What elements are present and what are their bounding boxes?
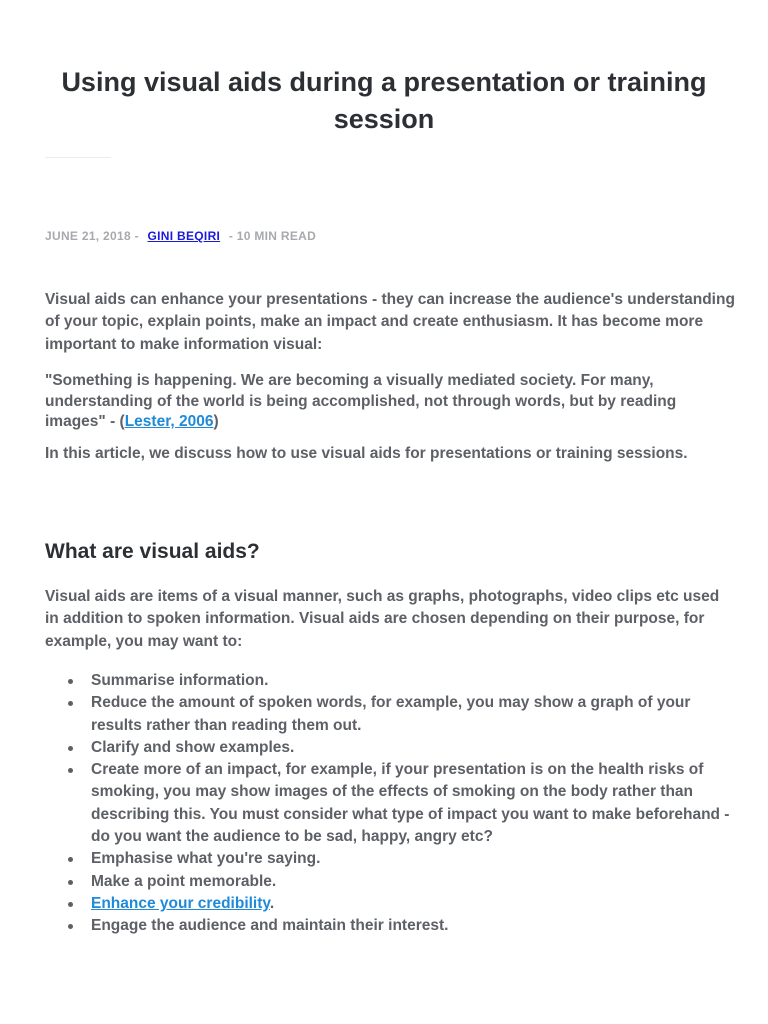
credibility-link[interactable]: Enhance your credibility: [91, 894, 270, 912]
quote-close: ): [213, 413, 219, 431]
bullet-icon: [68, 746, 73, 751]
bullet-icon: [68, 768, 73, 773]
citation-link[interactable]: Lester, 2006: [124, 413, 214, 431]
quote-text: "Something is happening. We are becoming a visually mediated society. For many, understanding of the world is being accomplished, not through words, but by reading images" - (: [45, 372, 677, 431]
list-item-text: Clarify and show examples.: [91, 738, 295, 756]
article-intro-paragraph: In this article, we discuss how to use visual aids for presentations or training sessions.: [45, 445, 688, 462]
title-divider: [45, 157, 111, 158]
bullet-icon: [68, 924, 73, 929]
section-heading: What are visual aids?: [45, 540, 260, 563]
section-body-paragraph: Visual aids are items of a visual manner, such as graphs, photographs, video clips etc used in addition to spoken information. Visual aids are chosen depending on their purpose, for example, you may want to:: [45, 588, 720, 650]
intro-paragraph: Visual aids can enhance your presentations - they can increase the audience's understanding of your topic, explain points, make an impact and create enthusiasm. It has become more important to make information visual:: [45, 291, 735, 353]
bullet-icon: [68, 880, 73, 885]
bullet-icon: [68, 902, 73, 907]
author-link[interactable]: GINI BEQIRI: [147, 229, 221, 243]
list-item: [45, 893, 735, 915]
list-item: [45, 759, 735, 848]
list-item: [45, 670, 735, 692]
list-item: [45, 692, 735, 737]
page-title: Using visual aids during a presentation or training session: [61, 67, 707, 134]
list-item: [45, 915, 735, 937]
list-item: [45, 848, 735, 870]
purpose-list: [45, 670, 735, 938]
read-time: - 10 MIN READ: [228, 229, 317, 243]
list-item-text: Make a point memorable.: [91, 872, 277, 890]
bullet-icon: [68, 679, 73, 684]
quote-paragraph: [45, 371, 735, 433]
article-meta: [45, 229, 316, 243]
list-item-text: Engage the audience and maintain their interest.: [91, 917, 449, 935]
list-item-text: Summarise information.: [91, 672, 269, 689]
list-item-text: Create more of an impact, for example, if your presentation is on the health risks of smoking, you may show images of the effects of smoking on the body rather than describing this. You must consider what type of impact you want to make beforehand - do you want the audience to be sad, happy, angry etc?: [91, 761, 730, 846]
list-item: [45, 737, 735, 759]
publish-date: JUNE 21, 2018 -: [45, 229, 139, 243]
credibility-suffix: .: [269, 894, 275, 912]
list-item-text: Emphasise what you're saying.: [91, 850, 321, 868]
list-item-text: Reduce the amount of spoken words, for example, you may show a graph of your results rather than reading them out.: [91, 694, 691, 734]
bullet-icon: [68, 701, 73, 706]
list-item: [45, 871, 735, 893]
bullet-icon: [68, 857, 73, 862]
